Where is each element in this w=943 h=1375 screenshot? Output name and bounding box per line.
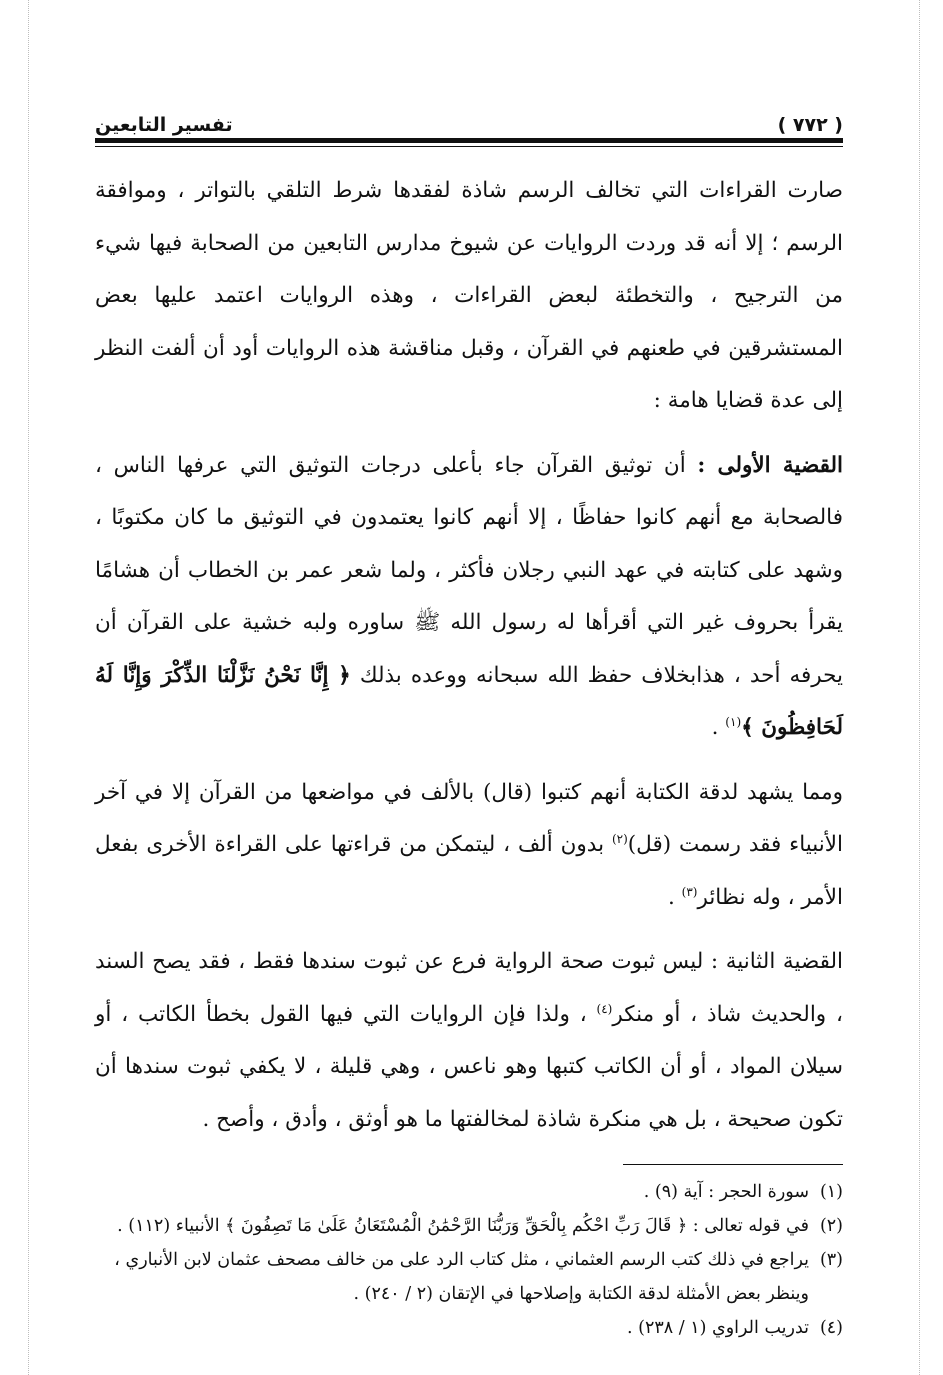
paragraph-end: .	[711, 715, 726, 740]
paragraph-text: صارت القراءات التي تخالف الرسم شاذة لفقدها شرط التلقي بالتواتر ، وموافقة الرسم ؛ إلا أنه قد وردت الروايات عن شيوخ مدارس التابعين من الصحابة فيها شيء من الترجيح ، والتخطئة لبعض القراءات ، وهذه الروايات اعتمد عليها بعض المستشرقين في طعنهم في القرآن ، وقبل مناقشة هذه الروايات أود أن ألفت النظر إلى عدة قضايا هامة :	[95, 178, 843, 413]
paragraph-evidence	[95, 767, 843, 925]
header-rule-thin	[95, 146, 843, 147]
book-title: تفسير التابعين	[95, 114, 233, 136]
page-number: ( ٧٧٢ )	[777, 114, 843, 136]
footnote-ref[interactable]: (١)	[725, 714, 742, 729]
scan-dotted-margin-right	[919, 0, 920, 1375]
paragraph-text-continued: ، ولذا فإن الروايات التي فيها القول بخطأ الكاتب ، أو سيلان المواد ، أو أن الكاتب كتبها وهو ناعس ، وهي قليلة ، لا يكفي ثبوت سندها أن تكون صحيحة ، بل هي منكرة شاذة لمخالفتها ما هو أوثق ، وأدق ، وأصح .	[95, 1001, 843, 1132]
footnote-ref[interactable]: (٤)	[596, 1001, 613, 1016]
footnote-number: (٣)	[819, 1250, 843, 1270]
book-page	[95, 88, 843, 1345]
running-header	[95, 88, 843, 136]
footnote-item	[95, 1209, 843, 1243]
paragraph-issue-one	[95, 440, 843, 755]
issue-heading: القضية الأولى :	[697, 452, 843, 478]
footnote-text: في قوله تعالى : ﴿ قَالَ رَبِّ احْكُم بِالْحَقِّ وَرَبُّنَا الرَّحْمَٰنُ الْمُسْتَعَانُ عَلَىٰ مَا تَصِفُونَ ﴾ الأنبياء (١١٢) .	[117, 1216, 809, 1236]
scan-dotted-margin-left	[28, 0, 29, 1375]
footnote-item	[95, 1311, 843, 1345]
footnote-ref[interactable]: (٣)	[681, 884, 698, 899]
paragraph-intro	[95, 165, 843, 428]
paragraph-text: ومما يشهد لدقة الكتابة أنهم كتبوا (قال) بالألف في مواضعها من القرآن إلا في آخر الأنبياء فقد رسمت (قل)	[95, 779, 843, 857]
main-text	[95, 165, 843, 1146]
paragraph-end: .	[667, 884, 682, 910]
footnote-ref[interactable]: (٢)	[611, 831, 628, 846]
paragraph-text: ليس ثبوت صحة الرواية فرع عن ثبوت سندها فقط ، فقد يصح السند ، والحديث شاذ ، أو منكر	[95, 949, 843, 1027]
paragraph-text: أن توثيق القرآن جاء بأعلى درجات التوثيق التي عرفها الناس ، فالصحابة مع أنهم كانوا حفاظًا ، إلا أنهم كانوا يعتمدون في التوثيق ما كان مكتوبًا ، وشهد على كتابته في عهد النبي رجلان فأكثر ، ولما شعر عمر بن الخطاب أن هشامًا يقرأ بحروف غير التي أقرأها له رسول الله ﷺ ساوره ولبه خشية على القرآن أن يحرفه أحد ، هذابخلاف حفظ الله سبحانه ووعده بذلك	[95, 452, 844, 688]
footnote-text: تدريب الراوي (١ / ٢٣٨) .	[627, 1318, 809, 1338]
footnote-item	[95, 1243, 843, 1311]
quran-verse: ﴿ إِنَّا نَحْنُ نَزَّلْنَا الذِّكْرَ وَإِنَّا لَهُ لَحَافِظُونَ ﴾	[95, 662, 843, 740]
paragraph-issue-two	[95, 936, 843, 1146]
paragraph-text-continued: بدون ألف ، ليتمكن من قراءتها على القراءة الأخرى بفعل الأمر ، وله نظائر	[95, 832, 843, 910]
footnote-number: (٢)	[819, 1216, 843, 1236]
footnote-text: يراجع في ذلك كتب الرسم العثماني ، مثل كتاب الرد على من خالف مصحف عثمان لابن الأنباري ، وينظر بعض الأمثلة لدقة الكتابة وإصلاحها في الإتقان (٢ / ٢٤٠) .	[114, 1250, 809, 1304]
footnotes	[95, 1175, 843, 1345]
issue-heading: القضية الثانية :	[710, 949, 843, 974]
footnote-item	[95, 1175, 843, 1209]
header-rule-thick	[95, 138, 843, 143]
footnote-text: سورة الحجر : آية (٩) .	[643, 1182, 809, 1202]
footnote-separator	[623, 1164, 843, 1165]
footnote-number: (١)	[819, 1182, 843, 1202]
footnote-number: (٤)	[819, 1318, 843, 1338]
